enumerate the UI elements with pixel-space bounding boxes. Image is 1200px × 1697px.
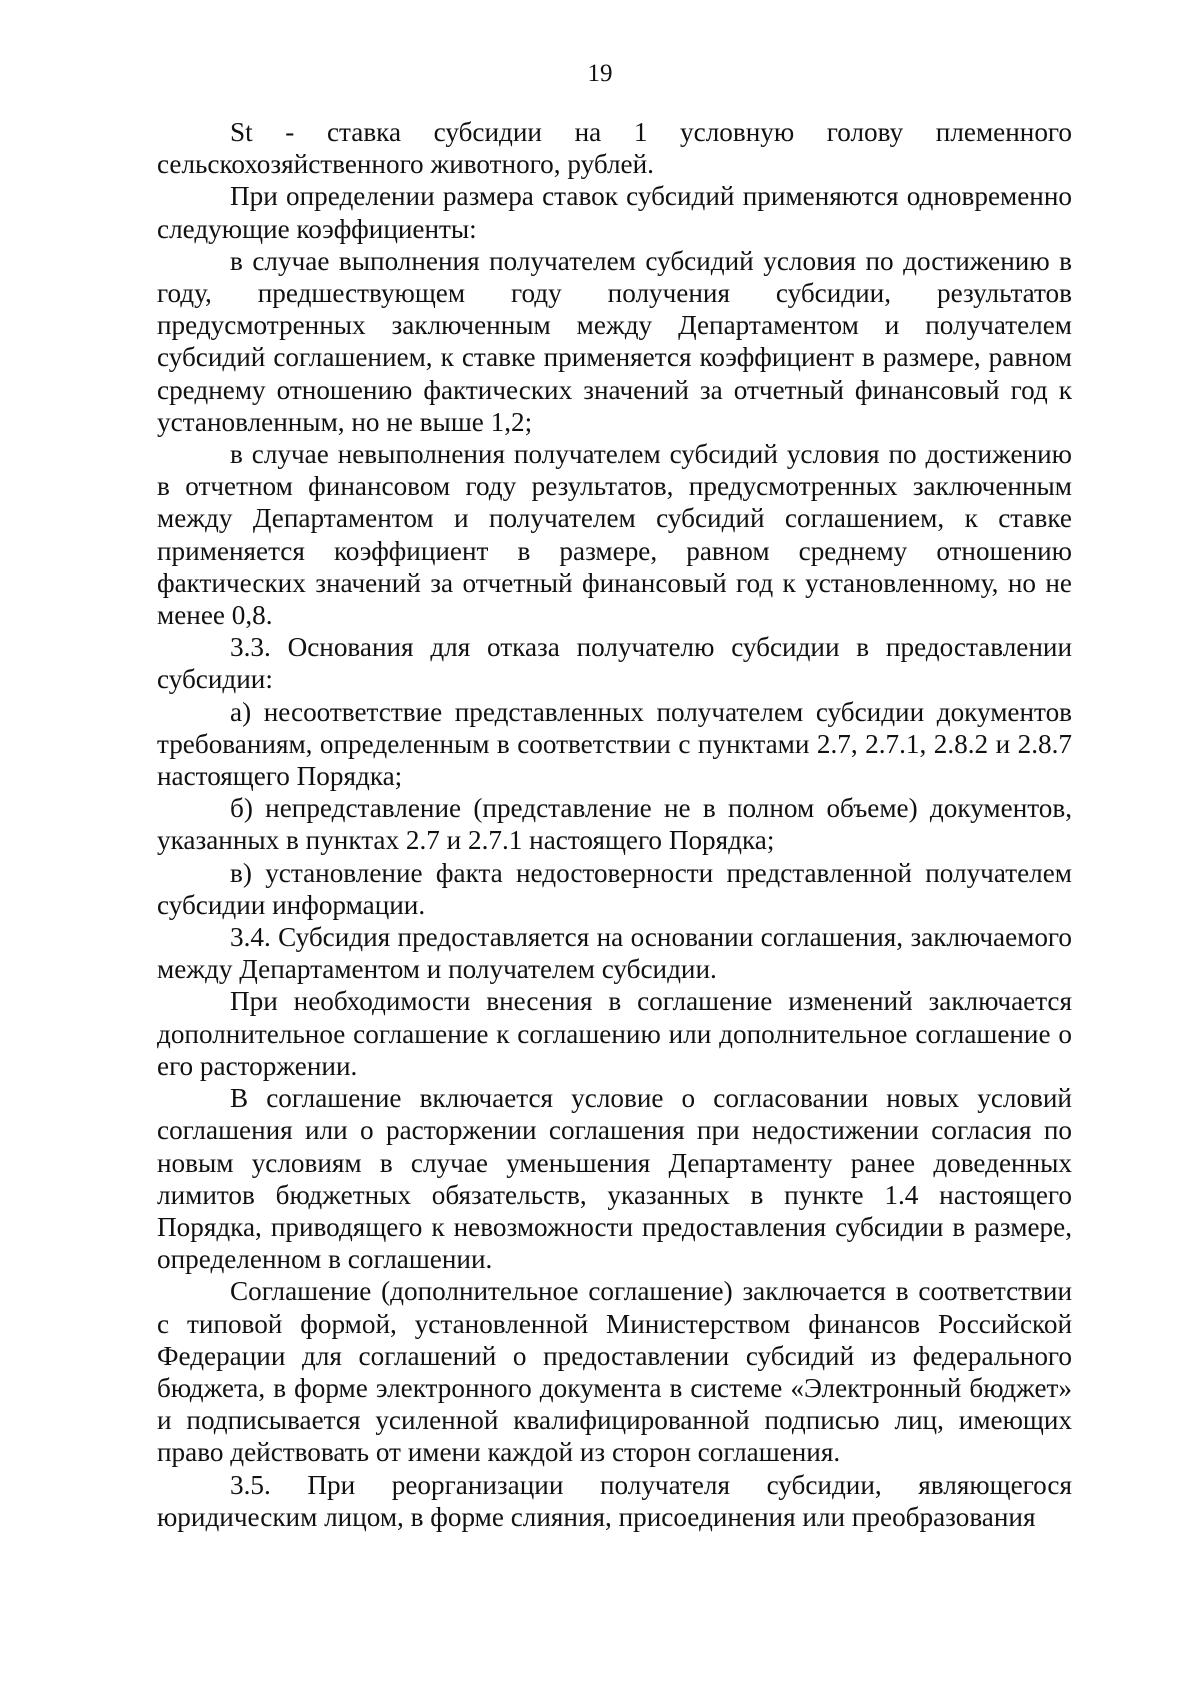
- paragraph-coefficient-not-fulfilled: в случае невыполнения получателем субсидий условия по достижению в отчетном финансовом году результатов, предусмотренных заключенным между Департаментом и получателем субсидий соглашением, к ставке применяется коэффициент в размере, равном среднему отношению фактических значений за отчетный финансовый год к установленному, но не менее 0,8.: [157, 439, 1072, 631]
- paragraph-coefficient-fulfilled: в случае выполнения получателем субсидий условия по достижению в году, предшествующем году получения субсидии, результатов предусмотренных заключенным между Департаментом и получателем субсидий соглашением, к ставке применяется коэффициент в размере, равном среднему отношению фактических значений за отчетный финансовый год к установленным, но не выше 1,2;: [157, 245, 1072, 437]
- paragraph-item-b: б) непредставление (представление не в полном объеме) документов, указанных в пунктах 2.7 и 2.7.1 настоящего Порядка;: [157, 793, 1072, 856]
- paragraph-agreement-form: Соглашение (дополнительное соглашение) заключается в соответствии с типовой формой, установленной Министерством финансов Российской Федерации для соглашений о предоставлении субсидий из федерального бюджета, в форме электронного документа в системе «Электронный бюджет» и подписывается усиленной квалифицированной подписью лиц, имеющих право действовать от имени каждой из сторон соглашения.: [157, 1276, 1072, 1468]
- page-number: 19: [587, 60, 613, 87]
- paragraph-subsidy-rate-definition: St - ставка субсидии на 1 условную голову племенного сельскохозяйственного животного, рублей.: [157, 117, 1072, 180]
- paragraph-section-3-4: 3.4. Субсидия предоставляется на основании соглашения, заключаемого между Департаментом и получателем субсидии.: [157, 922, 1072, 985]
- paragraph-additional-agreement: При необходимости внесения в соглашение изменений заключается дополнительное соглашение к соглашению или дополнительное соглашение о его расторжении.: [157, 986, 1072, 1081]
- paragraph-section-3-3: 3.3. Основания для отказа получателю субсидии в предоставлении субсидии:: [157, 632, 1072, 695]
- paragraph-agreement-conditions: В соглашение включается условие о согласовании новых условий соглашения или о расторжении соглашения при недостижении согласия по новым условиям в случае уменьшения Департаменту ранее доведенных лимитов бюджетных обязательств, указанных в пункте 1.4 настоящего Порядка, приводящего к невозможности предоставления субсидии в размере, определенном в соглашении.: [157, 1083, 1072, 1275]
- paragraph-section-3-5: 3.5. При реорганизации получателя субсидии, являющегося юридическим лицом, в форме слияния, присоединения или преобразования: [157, 1469, 1072, 1532]
- paragraph-item-v: в) установление факта недостоверности представленной получателем субсидии информации.: [157, 857, 1072, 920]
- paragraph-coefficients-intro: При определении размера ставок субсидий применяются одновременно следующие коэффициенты:: [157, 181, 1072, 244]
- document-body: [157, 116, 1072, 1533]
- paragraph-item-a: а) несоответствие представленных получателем субсидии документов требованиям, определенным в соответствии с пунктами 2.7, 2.7.1, 2.8.2 и 2.8.7 настоящего Порядка;: [157, 696, 1072, 792]
